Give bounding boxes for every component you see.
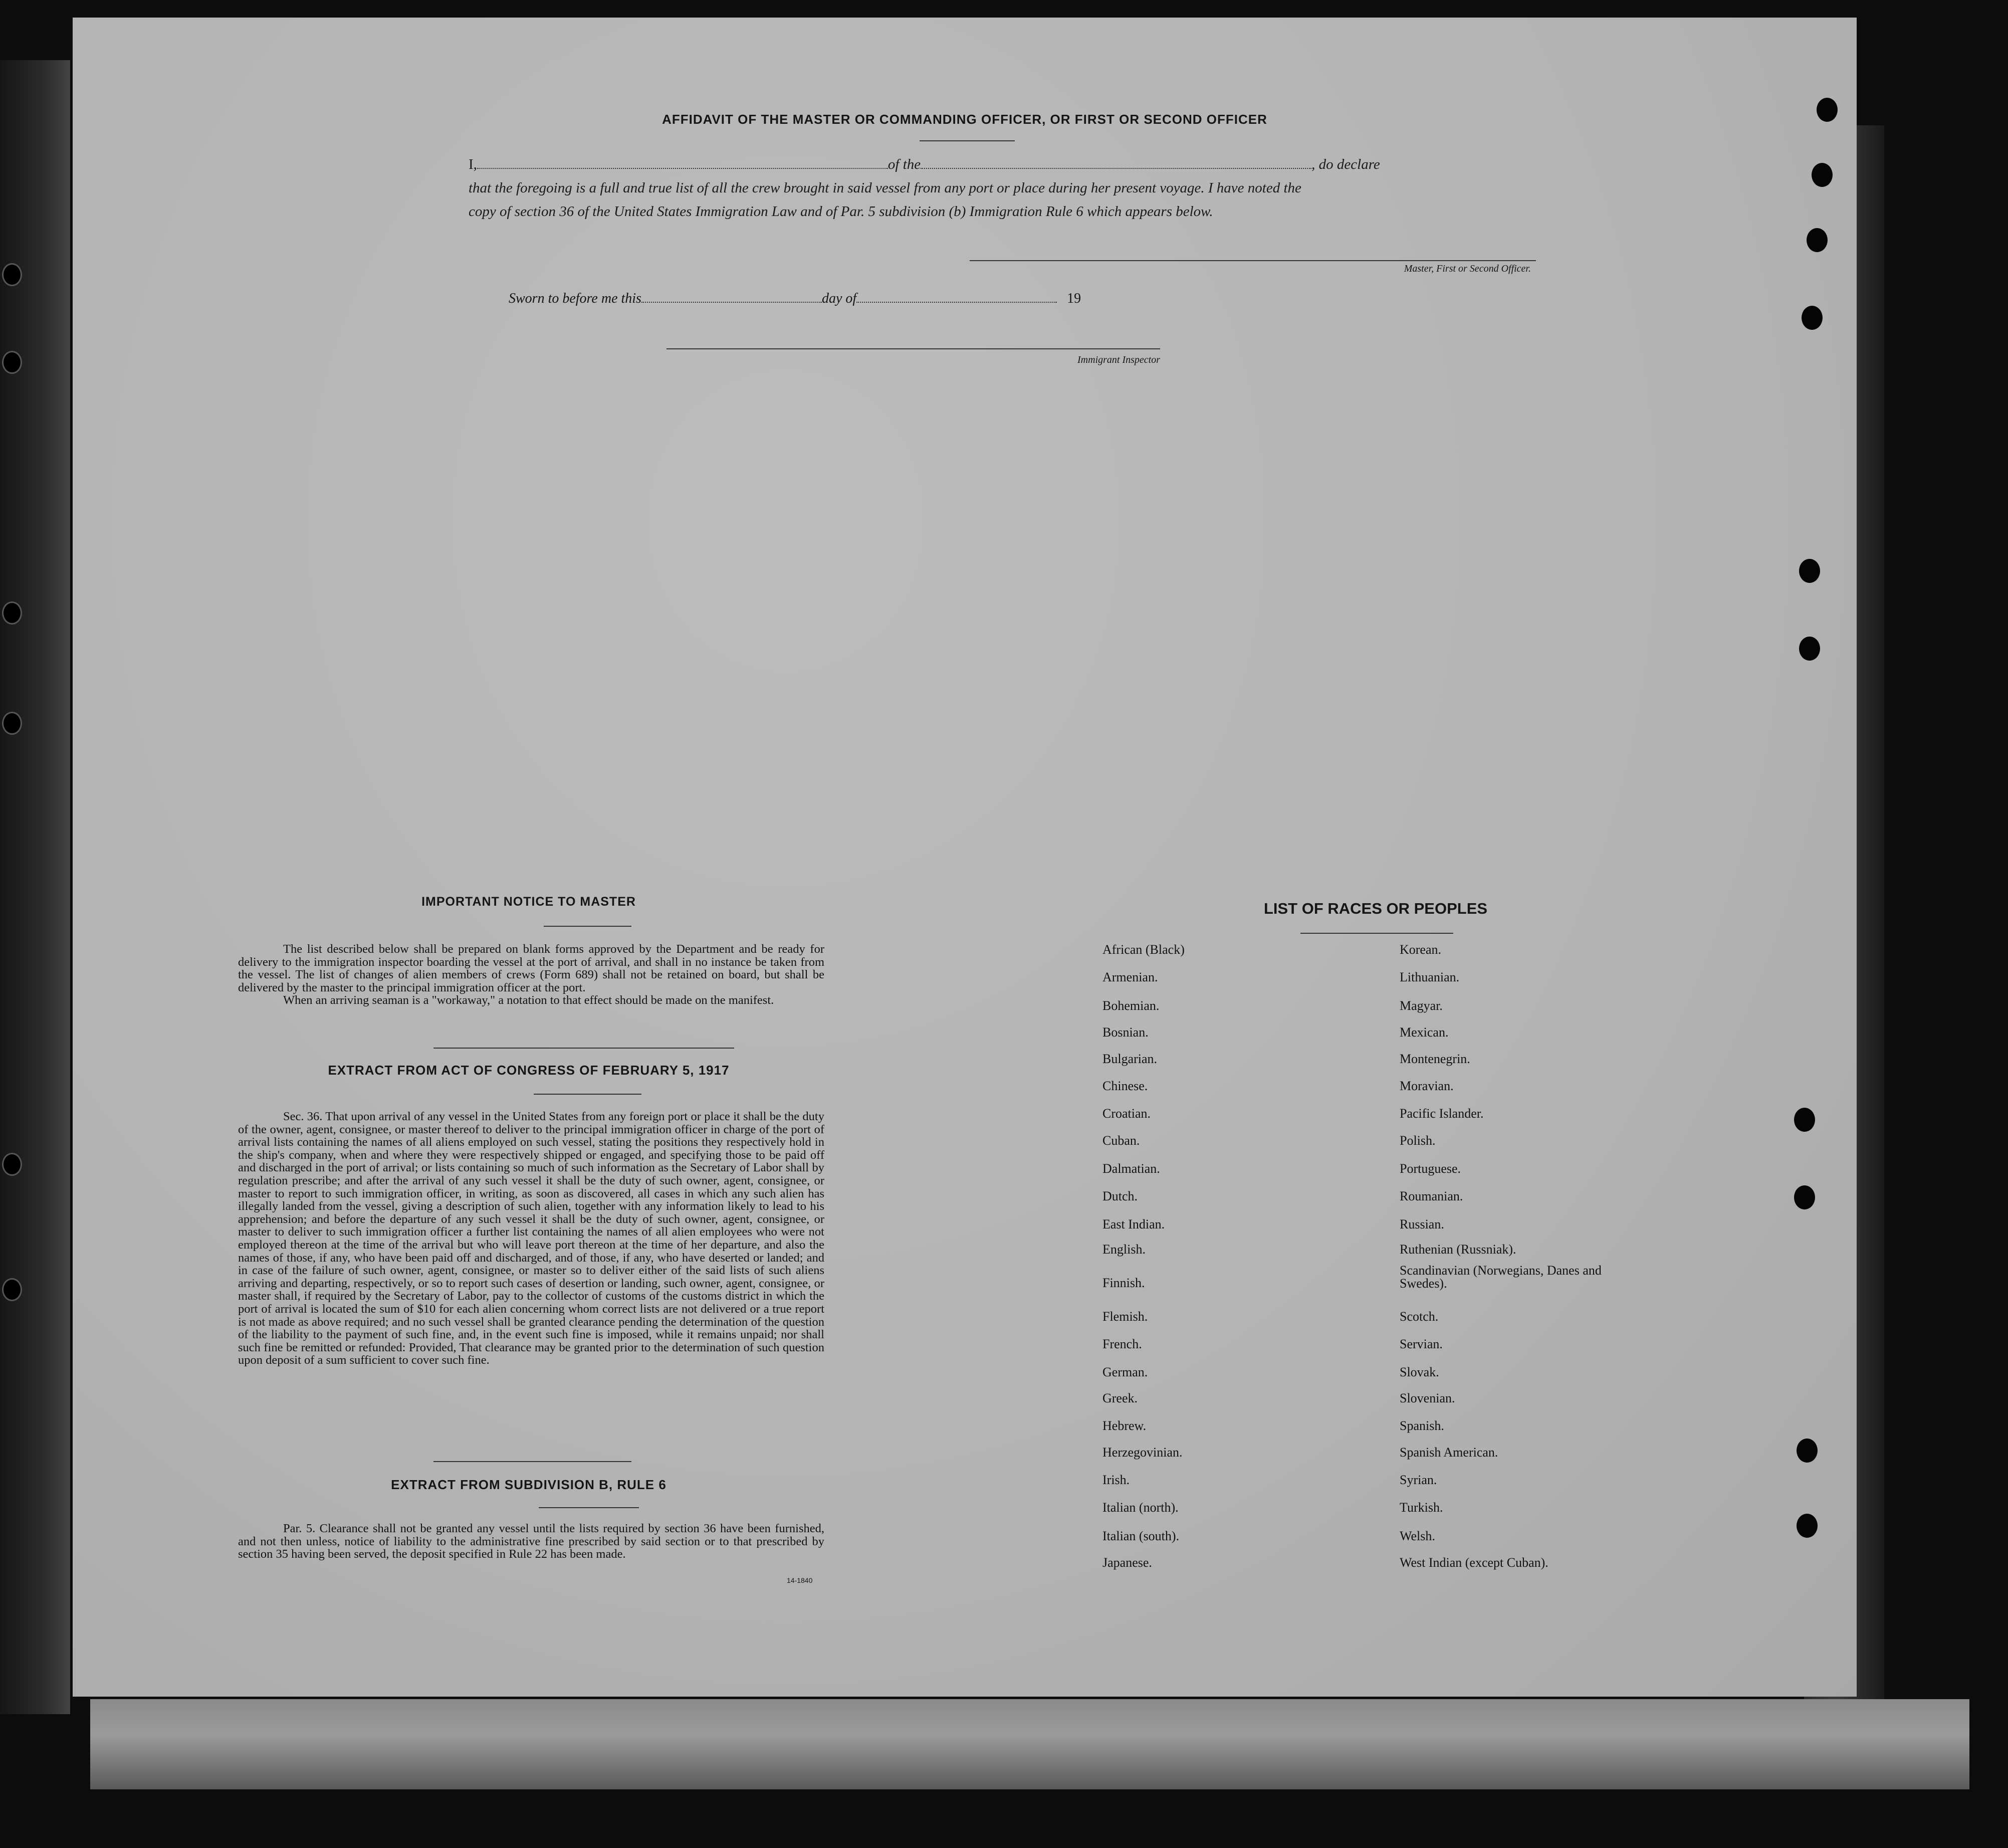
binder-strip: [0, 60, 70, 1714]
race-item: Herzegovinian.: [1102, 1445, 1183, 1460]
name-field[interactable]: [477, 168, 888, 169]
notice-title: IMPORTANT NOTICE TO MASTER: [421, 895, 636, 909]
race-item: Moravian.: [1400, 1079, 1454, 1093]
inspector-signature-line[interactable]: [666, 348, 1160, 349]
title-rule: [920, 140, 1015, 141]
punch-hole: [1802, 306, 1823, 330]
race-item: Greek.: [1102, 1391, 1138, 1405]
races-title: LIST OF RACES OR PEOPLES: [1263, 900, 1488, 917]
punch-hole: [1794, 1185, 1815, 1209]
race-item: Slovenian.: [1400, 1391, 1455, 1405]
binder-hole: [2, 601, 22, 625]
punch-hole: [1797, 1514, 1818, 1538]
races-rule: [1300, 933, 1453, 934]
manifest-page: [73, 18, 1857, 1697]
punch-hole: [1797, 1439, 1818, 1463]
race-item: Japanese.: [1102, 1555, 1152, 1570]
race-item: Dutch.: [1102, 1189, 1138, 1203]
race-item: Croatian.: [1102, 1106, 1151, 1121]
race-item: Italian (south).: [1102, 1529, 1180, 1543]
affidavit-declaration: [469, 153, 1531, 224]
punch-hole: [1794, 1108, 1815, 1132]
declaration-line-1: [469, 153, 1531, 176]
underlying-sheet-bottom: [90, 1699, 1969, 1789]
race-item: Russian.: [1400, 1217, 1444, 1231]
race-item: Cuban.: [1102, 1133, 1140, 1148]
race-item: Welsh.: [1400, 1529, 1435, 1543]
notice-rule: [544, 926, 631, 927]
act-rule: [534, 1094, 641, 1095]
race-item: Chinese.: [1102, 1079, 1148, 1093]
binder-hole: [2, 1153, 22, 1176]
race-item: Scandinavian (Norwegians, Danes and Swedes).: [1400, 1263, 1602, 1291]
act-title: EXTRACT FROM ACT OF CONGRESS OF FEBRUARY 5, 1917: [328, 1063, 730, 1078]
notice-body: [238, 943, 824, 1007]
race-item: Italian (north).: [1102, 1500, 1179, 1515]
declaration-line-2: that the foregoing is a full and true list of all the crew brought in said vessel from any port or place during her present voyage. I have noted the: [469, 180, 1301, 196]
sworn-day-of: day of: [821, 291, 857, 306]
race-item: Syrian.: [1400, 1473, 1437, 1487]
punch-hole: [1812, 163, 1833, 187]
race-item: Servian.: [1400, 1337, 1443, 1351]
binder-hole: [2, 712, 22, 735]
notice-paragraph: When an arriving seaman is a "workaway," a notation to that effect should be made on the manifest.: [283, 993, 774, 1007]
punch-hole: [1807, 228, 1828, 252]
rule-paragraph: Par. 5. Clearance shall not be granted any vessel until the lists required by section 36 have been furnished, and not then unless, notice of liability to the administrative fine prescribed by said section or to that prescribed by section 35 having been served, the deposit specified in Rule 22 has been made.: [238, 1522, 824, 1561]
race-item: West Indian (except Cuban).: [1400, 1555, 1548, 1570]
race-item: Scotch.: [1400, 1309, 1439, 1324]
race-item: Mexican.: [1400, 1025, 1449, 1040]
binder-hole: [2, 1278, 22, 1301]
race-item: Spanish.: [1400, 1418, 1444, 1433]
race-item: Irish.: [1102, 1473, 1130, 1487]
race-item: Bulgarian.: [1102, 1052, 1158, 1066]
race-item: German.: [1102, 1365, 1148, 1379]
notice-paragraph: The list described below shall be prepared on blank forms approved by the Department and be ready for delivery to the immigration inspector boarding the vessel at the port of arrival, and shall in no instance be taken from the vessel. The list of changes of alien members of crews (Form 689) shall not be retained on board, but shall be delivered by the master to the principal immigration officer at the port.: [238, 942, 824, 994]
race-item: Lithuanian.: [1400, 970, 1460, 984]
sworn-year: 19: [1067, 291, 1081, 306]
punch-hole: [1817, 98, 1838, 122]
sworn-date-field[interactable]: [641, 302, 822, 303]
race-item: East Indian.: [1102, 1217, 1165, 1231]
section-rule: [433, 1048, 734, 1049]
binder-hole: [2, 351, 22, 374]
act-body: [238, 1110, 824, 1367]
race-item: English.: [1102, 1242, 1146, 1257]
race-item: Slovak.: [1400, 1365, 1439, 1379]
inspector-label: Immigrant Inspector: [1077, 354, 1160, 365]
race-item: Ruthenian (Russniak).: [1400, 1242, 1516, 1257]
race-item: Armenian.: [1102, 970, 1158, 984]
section-rule: [433, 1461, 631, 1462]
race-item: Spanish American.: [1400, 1445, 1498, 1460]
race-item: Portuguese.: [1400, 1161, 1461, 1176]
declaration-i: I,: [469, 156, 477, 172]
race-item: Montenegrin.: [1400, 1052, 1470, 1066]
act-paragraph: Sec. 36. That upon arrival of any vessel in the United States from any foreign port or place it shall be the duty of the owner, agent, consignee, or master thereof to deliver to the principal immigration officer in charge of the port of arrival lists containing the names of all aliens employed on such vessel, stating the positions they respectively hold in the ship's company, when and where they were respectively shipped or engaged, and specifying those to be paid off and discharged in the port of arrival; or lists containing so much of such information as the Secretary of Labor shall by regulation prescribe; and after the arrival of any such vessel it shall be the duty of such owner, agent, consignee, or master to report to such immigration officer, in writing, as soon as discovered, all cases in which any such alien has illegally landed from the vessel, giving a description of such alien, together with any information likely to lead to his apprehension; and before the departure of any such vessel it shall be the duty of such owner, agent, consignee, or master to deliver to such immigration officer a further list containing the names of all alien employees who were not employed thereon at the time of the arrival but who will leave port thereon at the time of her departure, and also the names of those, if any, who have been paid off and discharged, and of those, if any, who have deserted or landed; and in case of the failure of such owner, agent, consignee, or master so to deliver either of the said lists of such aliens arriving and departing, respectively, or so to report such cases of desertion or landing, such owner, agent, consignee, or master shall, if required by the Secretary of Labor, pay to the collector of customs of the customs district in which the port of arrival is located the sum of $10 for each alien concerning whom correct lists are not delivered or a true report is not made as above required; and no such vessel shall be granted clearance pending the determination of the question of the liability to the payment of such fine, and, in the event such fine is imposed, while it remains unpaid; nor shall such fine be remitted or refunded: Provided, That clearance may be granted prior to the determination of such question upon deposit of a sum sufficient to cover such fine.: [238, 1110, 824, 1367]
rule-body: [238, 1522, 824, 1561]
sworn-line: [509, 291, 1081, 307]
declaration-of-the: of the: [887, 156, 921, 172]
signature-line[interactable]: [970, 260, 1536, 261]
rule-title: EXTRACT FROM SUBDIVISION B, RULE 6: [391, 1477, 666, 1492]
race-item: Magyar.: [1400, 998, 1443, 1013]
signature-label: Master, First or Second Officer.: [1404, 263, 1531, 274]
rule-title-rule: [539, 1507, 639, 1508]
race-item: Flemish.: [1102, 1309, 1148, 1324]
punch-hole: [1799, 559, 1820, 583]
form-number: 14-1840: [787, 1576, 813, 1584]
race-item: Hebrew.: [1102, 1418, 1147, 1433]
race-item: Finnish.: [1102, 1276, 1145, 1290]
race-item: Bosnian.: [1102, 1025, 1149, 1040]
affidavit-title: AFFIDAVIT OF THE MASTER OR COMMANDING OFFICER, OR FIRST OR SECOND OFFICER: [662, 112, 1267, 127]
vessel-field[interactable]: [921, 168, 1311, 169]
race-item: Korean.: [1400, 942, 1442, 957]
race-item: Turkish.: [1400, 1500, 1443, 1515]
binder-hole: [2, 263, 22, 286]
race-item: African (Black): [1102, 942, 1185, 957]
race-item: Roumanian.: [1400, 1189, 1463, 1203]
declaration-declare: , do declare: [1311, 156, 1380, 172]
punch-hole: [1799, 637, 1820, 661]
declaration-line-3: copy of section 36 of the United States Immigration Law and of Par. 5 subdivision (b) Immigration Rule 6 which appears below.: [469, 203, 1213, 220]
race-item: Pacific Islander.: [1400, 1106, 1484, 1121]
sworn-month-field[interactable]: [856, 302, 1057, 303]
sworn-prefix: Sworn to before me this: [509, 291, 641, 306]
race-item: Dalmatian.: [1102, 1161, 1160, 1176]
race-item: Bohemian.: [1102, 998, 1160, 1013]
race-item: Polish.: [1400, 1133, 1436, 1148]
race-item: French.: [1102, 1337, 1142, 1351]
